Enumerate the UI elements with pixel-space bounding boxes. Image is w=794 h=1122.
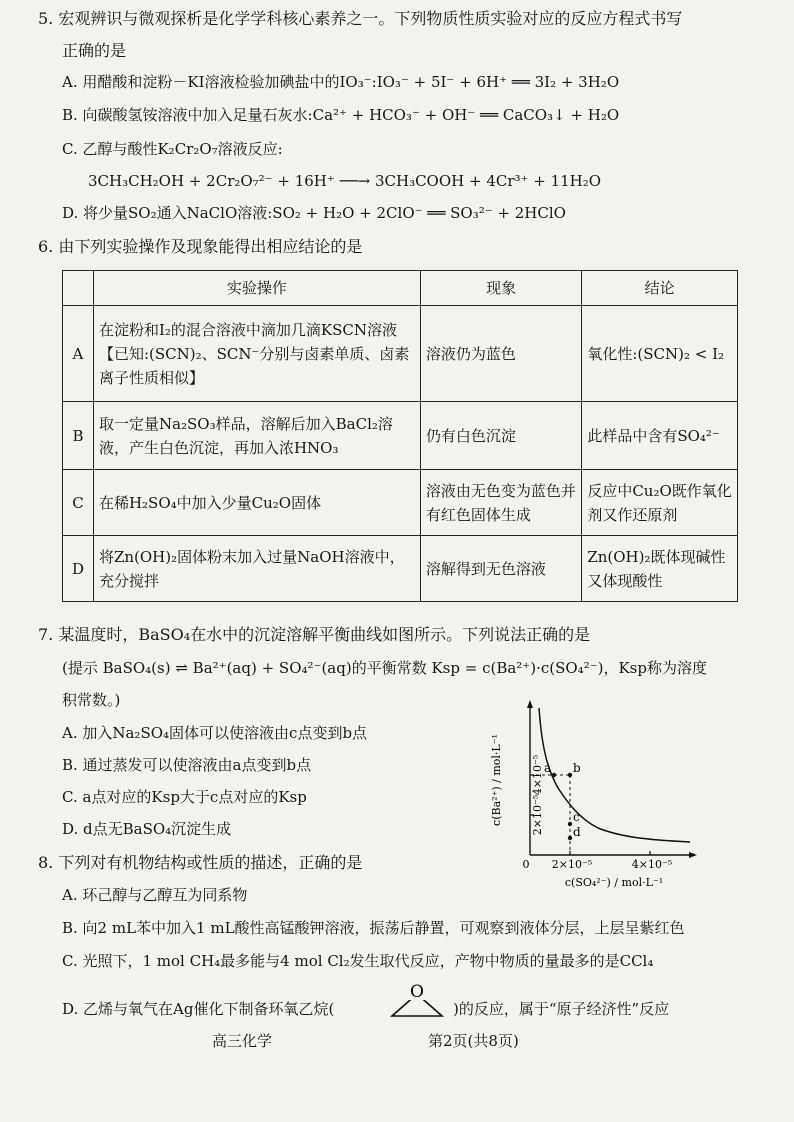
point-d: [568, 836, 572, 840]
q7-option-c: C. a点对应的Ksp大于c点对应的Ksp: [62, 788, 307, 806]
y-axis-label: c(Ba²⁺) / mol·L⁻¹: [490, 734, 503, 826]
table-header-phenomenon: 现象: [420, 271, 581, 306]
row-conclusion: 氧化性:(SCN)₂ < I₂: [582, 306, 738, 402]
q8-option-a: A. 环己醇与乙醇互为同系物: [62, 886, 248, 904]
row-operation: 取一定量Na₂SO₃样品，溶解后加入BaCl₂溶液，产生白色沉淀，再加入浓HNO₃: [93, 402, 420, 470]
q5-stem-line2: 正确的是: [62, 41, 127, 60]
point-c: [568, 822, 572, 826]
label-d: d: [573, 825, 581, 839]
solubility-equilibrium-graph: [478, 700, 700, 892]
table-header-blank: [63, 271, 94, 306]
x-axis-label: c(SO₄²⁻) / mol·L⁻¹: [564, 876, 664, 889]
row-conclusion: 反应中Cu₂O既作氧化剂又作还原剂: [582, 470, 738, 536]
q5-option-a: A. 用醋酸和淀粉－KI溶液检验加碘盐中的IO₃⁻:IO₃⁻ + 5I⁻ + 6H⁺ ══ 3I₂ + 3H₂O: [62, 73, 620, 91]
y-axis-arrow: [527, 700, 533, 708]
row-option-label: A: [63, 306, 94, 402]
row-option-label: C: [63, 470, 94, 536]
table-header-row: [63, 271, 738, 306]
row-operation: 将Zn(OH)₂固体粉末加入过量NaOH溶液中，充分搅拌: [93, 536, 420, 602]
row-phenomenon: 溶解得到无色溶液: [420, 536, 581, 602]
epoxide-structure-icon: [382, 980, 452, 1022]
table-header-conclusion: 结论: [582, 271, 738, 306]
q7-hint-line2: 积常数。): [62, 691, 121, 709]
x-tick-4e-5: 4×10⁻⁵: [631, 858, 673, 871]
q8-stem: 8. 下列对有机物结构或性质的描述，正确的是: [38, 853, 363, 872]
row-phenomenon: 溶液由无色变为蓝色并有红色固体生成: [420, 470, 581, 536]
q5-option-c: C. 乙醇与酸性K₂Cr₂O₇溶液反应:: [62, 140, 283, 158]
row-option-label: D: [63, 536, 94, 602]
table-header-operation: 实验操作: [93, 271, 420, 306]
epoxide-oxygen: O: [410, 982, 424, 1002]
q6-stem: 6. 由下列实验操作及现象能得出相应结论的是: [38, 237, 363, 256]
q7-option-a: A. 加入Na₂SO₄固体可以使溶液由c点变到b点: [62, 724, 368, 742]
q7-option-d: D. d点无BaSO₄沉淀生成: [62, 820, 232, 838]
q5-stem-line1: 5. 宏观辨识与微观探析是化学学科核心素养之一。下列物质性质实验对应的反应方程式书写: [38, 9, 683, 28]
footer-subject: 高三化学: [212, 1032, 273, 1050]
table-row: [63, 536, 738, 602]
y-tick-2e-5: 2×10⁻⁵: [531, 794, 544, 836]
row-operation: 在稀H₂SO₄中加入少量Cu₂O固体: [93, 470, 420, 536]
point-a: [552, 773, 556, 777]
label-c: c: [573, 810, 580, 824]
label-b: b: [573, 761, 581, 775]
row-phenomenon: 仍有白色沉淀: [420, 402, 581, 470]
label-a: a: [544, 761, 552, 775]
q5-option-d: D. 将少量SO₂通入NaClO溶液:SO₂ + H₂O + 2ClO⁻ ══ SO₃²⁻ + 2HClO: [62, 204, 566, 222]
q5-option-c-equation: 3CH₃CH₂OH + 2Cr₂O₇²⁻ + 16H⁺ ──→ 3CH₃COOH + 4Cr³⁺ + 11H₂O: [88, 172, 602, 190]
q8-option-b: B. 向2 mL苯中加入1 mL酸性高锰酸钾溶液，振荡后静置，可观察到液体分层，上层呈紫红色: [62, 919, 685, 937]
footer-page-number: 第2页(共8页): [428, 1032, 519, 1050]
x-tick-2e-5: 2×10⁻⁵: [551, 858, 593, 871]
q7-option-b: B. 通过蒸发可以使溶液由a点变到b点: [62, 756, 312, 774]
row-operation: 在淀粉和I₂的混合溶液中滴加几滴KSCN溶液【已知:(SCN)₂、SCN⁻分别与卤素单质、卤素离子性质相似】: [93, 306, 420, 402]
q8-option-d-prefix: D. 乙烯与氧气在Ag催化下制备环氧乙烷(: [62, 1000, 335, 1018]
row-conclusion: Zn(OH)₂既体现碱性又体现酸性: [582, 536, 738, 602]
row-conclusion: 此样品中含有SO₄²⁻: [582, 402, 738, 470]
x-axis-arrow: [689, 852, 697, 858]
point-b: [568, 773, 572, 777]
q8-option-d-suffix: )的反应，属于“原子经济性”反应: [453, 1000, 670, 1018]
table-row: [63, 470, 738, 536]
y-tick-4e-5: 4×10⁻⁵: [531, 754, 544, 796]
row-phenomenon: 溶液仍为蓝色: [420, 306, 581, 402]
x-tick-0: 0: [522, 858, 530, 871]
q5-option-b: B. 向碳酸氢铵溶液中加入足量石灰水:Ca²⁺ + HCO₃⁻ + OH⁻ ══ CaCO₃↓ + H₂O: [62, 106, 620, 124]
table-row: [63, 402, 738, 470]
q7-stem: 7. 某温度时，BaSO₄在水中的沉淀溶解平衡曲线如图所示。下列说法正确的是: [38, 625, 591, 644]
experiment-table: [62, 270, 738, 602]
q7-hint-line1: (提示 BaSO₄(s) ⇌ Ba²⁺(aq) + SO₄²⁻(aq)的平衡常数 Ksp = c(Ba²⁺)·c(SO₄²⁻)，Ksp称为溶度: [62, 659, 707, 677]
row-option-label: B: [63, 402, 94, 470]
table-row: [63, 306, 738, 402]
q8-option-c: C. 光照下，1 mol CH₄最多能与4 mol Cl₂发生取代反应，产物中物质的量最多的是CCl₄: [62, 952, 654, 970]
